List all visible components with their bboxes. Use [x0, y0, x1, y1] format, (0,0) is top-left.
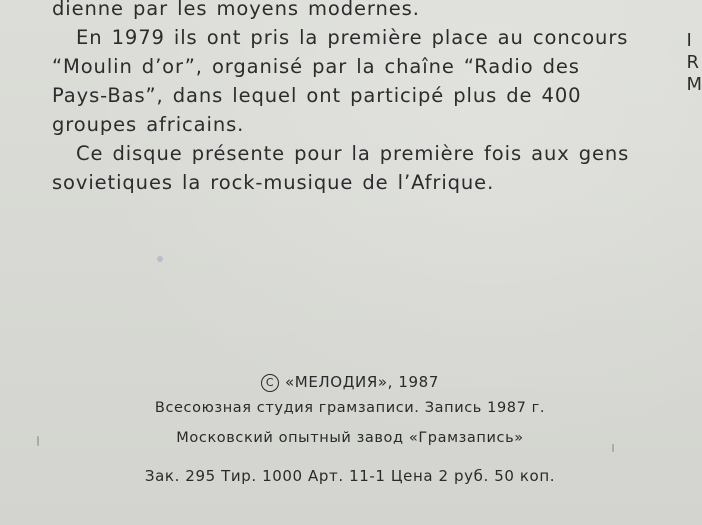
text-line: Pays-Bas”, dans lequel ont participé plus de 400 [52, 84, 582, 107]
text-line: sovietiques la rock-musique de l’Afrique. [52, 171, 495, 194]
plant-line: Московский опытный завод «Грамзапись» [176, 430, 524, 446]
cropped-letter: M [686, 74, 702, 95]
text-line: Ce disque présente pour la première fois aux gens [76, 142, 630, 165]
french-text-block [52, 0, 652, 197]
order-line: Зак. 295 Тир. 1000 Арт. 11-1 Цена 2 руб. 50 коп. [144, 467, 556, 485]
text-line: “Moulin d’or”, organisé par la chaîne “Radio des [52, 55, 580, 78]
text-line: dienne par les moyens modernes. [52, 0, 420, 20]
cropped-right-column [686, 30, 702, 96]
copyright-icon: C [261, 374, 279, 392]
paper-speck [37, 436, 39, 446]
text-line: groupes africains. [52, 113, 245, 136]
paper-speck [612, 444, 614, 452]
text-line: En 1979 ils ont pris la première place au concours [76, 26, 629, 49]
paper-speck [157, 256, 163, 262]
cropped-letter: I [686, 30, 692, 51]
studio-line: Всесоюзная студия грамзаписи. Запись 1987 г. [154, 400, 546, 416]
copyright-line [0, 373, 700, 392]
cropped-letter: R [686, 52, 699, 73]
copyright-text: «МЕЛОДИЯ», 1987 [285, 373, 439, 391]
